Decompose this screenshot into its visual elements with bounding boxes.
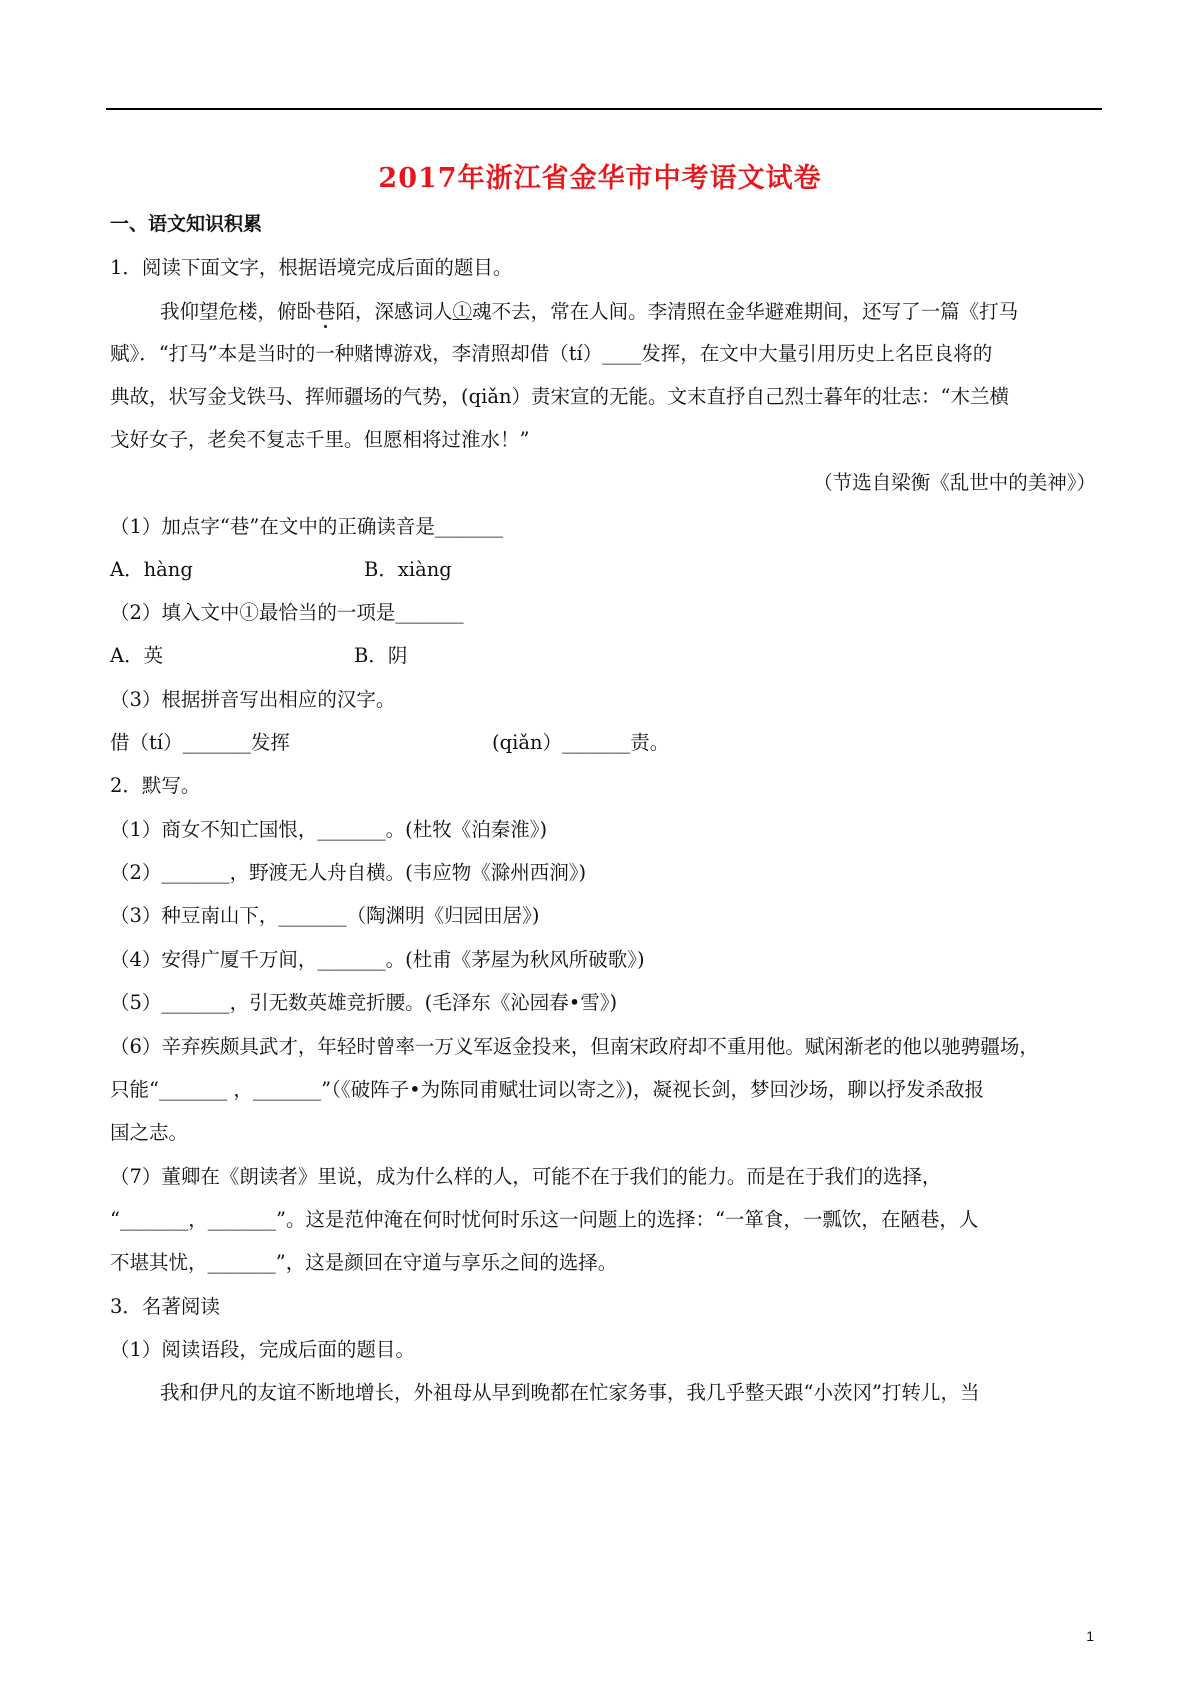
passage-line-2: 赋》．“打马”本是当时的一种赌博游戏，李清照却借（tí）____发挥，在文中大量引用历史上名臣良将的 [110, 342, 993, 365]
blank-marker: ① [452, 300, 473, 323]
sub-question-2: （2）填入文中①最恰当的一项是_______ [110, 601, 464, 624]
passage-text: 魂不去，常在人间。李清照在金华避难期间，还写了一篇《打马 [472, 300, 1019, 323]
page-title: 2017年浙江省金华市中考语文试卷 [378, 163, 822, 194]
dictation-item: “_______，_______”。这是范仲淹在何时忧何时乐这一问题上的选择：“一箪食，一瓢饮，在陋巷，人 [110, 1208, 979, 1231]
dictation-item: 国之志。 [110, 1121, 189, 1144]
reading-passage-line: 我和伊凡的友谊不断地增长，外祖母从早到晚都在忙家务事，我几乎整天跟“小茨冈”打转儿，当 [160, 1381, 980, 1404]
dictation-item: （7）董卿在《朗读者》里说，成为什么样的人，可能不在于我们的能力。而是在于我们的选择， [110, 1165, 942, 1188]
header-rule [106, 108, 1102, 110]
dictation-item: （3）种豆南山下，_______（陶渊明《归园田居》) [110, 904, 540, 927]
option-a: A．hàng [110, 558, 193, 581]
option-b: B．xiàng [364, 558, 452, 581]
option-a: A．英 [110, 644, 164, 667]
sub-question-1: （1）加点字“巷”在文中的正确读音是_______ [110, 515, 504, 538]
question-1-stem: 1．阅读下面文字，根据语境完成后面的题目。 [110, 256, 513, 279]
dictation-item: 不堪其忧，_______”，这是颜回在守道与享乐之间的选择。 [110, 1251, 618, 1274]
option-b: B．阴 [354, 644, 408, 667]
passage-line-4: 戈好女子，老矣不复志千里。但愿相将过淮水！” [110, 428, 530, 451]
dictation-item: （5）_______，引无数英雄竞折腰。(毛泽东《沁园春•雪》) [110, 991, 618, 1014]
sub-question-3: （3）根据拼音写出相应的汉字。 [110, 688, 396, 711]
pinyin-blank-1: 借（tí）_______发挥 [110, 731, 290, 754]
dictation-item: （6）辛弃疾颇具武才，年轻时曾率一万义军返金投来，但南宋政府却不重用他。赋闲渐老的他以驰骋疆场， [110, 1035, 1039, 1058]
passage-line-1 [160, 298, 1018, 326]
sub-question-1: （1）阅读语段，完成后面的题目。 [110, 1338, 415, 1361]
dotted-character: 巷 [316, 300, 336, 323]
passage-line-3: 典故，状写金戈铁马、挥师疆场的气势，(qiǎn）责宋宣的无能。文末直抒自己烈士暮年的壮志：“木兰横 [110, 385, 1009, 408]
question-3-stem: 3．名著阅读 [110, 1295, 220, 1318]
dictation-item: （1）商女不知亡国恨，_______。(杜牧《泊秦淮》) [110, 818, 548, 841]
passage-source: （节选自梁衡《乱世中的美神》） [813, 471, 1096, 494]
question-2-stem: 2．默写。 [110, 774, 201, 797]
section-heading: 一、语文知识积累 [110, 213, 263, 235]
dictation-item: （4）安得广厦千万间，_______。(杜甫《茅屋为秋风所破歌》) [110, 948, 645, 971]
pinyin-blank-2: (qiǎn）_______责。 [492, 731, 670, 754]
passage-text: 我仰望危楼，俯卧 [160, 300, 317, 323]
passage-text: 陌，深感词人 [335, 300, 453, 323]
page-number: 1 [1086, 1628, 1094, 1644]
dictation-item: （2）_______，野渡无人舟自横。(韦应物《滁州西涧》) [110, 861, 587, 884]
dictation-item: 只能“_______ ，_______”（《破阵子•为陈同甫赋壮词以寄之》)，凝视长剑，梦回沙场，聊以抒发杀敌报 [110, 1078, 984, 1101]
